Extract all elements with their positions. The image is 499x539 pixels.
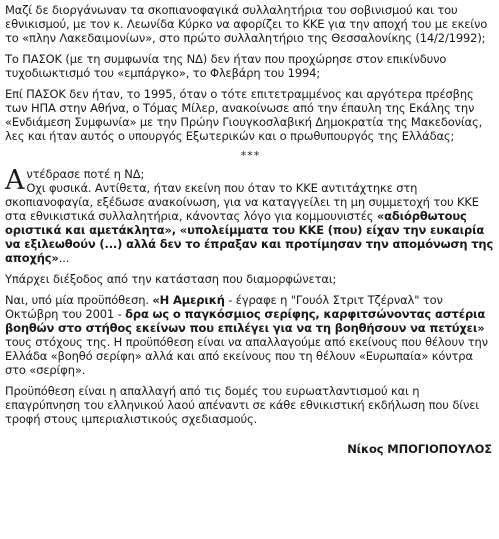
paragraph-6-quote-start: «Η Αμερική (152, 293, 225, 307)
paragraph-4-text: Οχι φυσικά. Αντίθετα, ήταν εκείνη που όταν το ΚΚΕ αντιτάχτηκε στη σκοπιανοφαγία, εξέδωσε ανακοίνωση, για να καταγγείλει τη μη συμμετοχή του ΚΚΕ στα εθνικιστικά συλλαλητήρια, κάνοντας λόγο για κομμουνιστές (5, 181, 479, 223)
paragraph-3: Επί ΠΑΣΟΚ δεν ήταν, το 1995, όταν ο τότε επιτετραμμένος και αργότερα πρέσβης των ΗΠΑ στην Αθήνα, ο Τόμας Μίλερ, ανακοίνωσε από την έπαυλη της Εκάλης την «Ενδιάμεση Συμφωνία» με την Πρώην Γιουγκοσλαβική Δημοκρατία της Μακεδονίας, λες και ήταν αυτός ο υπουργός Εξωτερικών και ο πρωθυπουργός της Ελλάδας; (5, 87, 483, 143)
paragraph-6-source: - έγραφε η "Γουόλ Στριτ Τζέρναλ" τον Οκτώβρη του 2001 - (5, 293, 443, 321)
section-divider: *** (240, 149, 261, 162)
paragraph-7: Προϋπόθεση είναι η απαλλαγή από τις δομές του ευρωατλαντισμού και η επαγρύπνηση του ελληνικού λαού απέναντι σε κάθε εθνικιστική εκδήλωση που δίνει τροφή στους ιμπεριαλιστικούς σχεδιασμούς. (5, 384, 480, 426)
paragraph-4-first-line: ντέδρασε ποτέ η ΝΔ; (26, 167, 145, 181)
paragraph-1: Μαζί δε διοργάνωναν τα σκοπιανοφαγικά συλλαλητήρια του σοβινισμού και του εθνικισμού, με τον κ. Λεωνίδα Κύρκο να αφορίζει το ΚΚΕ για την αποχή του με εκείνο το «πλην Λακεδαιμονίων», στο πρώτο συλλαλητήριο της Θεσσαλονίκης (14/2/1992); (5, 3, 488, 45)
paragraph-4-end: ... (58, 251, 70, 265)
paragraph-6-intro: Ναι, υπό μία προϋπόθεση. (5, 293, 153, 307)
drop-cap: Α (5, 165, 25, 196)
paragraph-2: Το ΠΑΣΟΚ (με τη συμφωνία της ΝΔ) δεν ήταν που προχώρησε στον επικίνδυνο τυχοδιωκτισμό του «εμπάργκο», το Φλεβάρη του 1994; (5, 52, 447, 80)
author-signature: Νίκος ΜΠΟΓΙΟΠΟΥΛΟΣ (347, 442, 492, 456)
paragraph-4-quote: «αδιόρθωτους οριστικά και αμετάκλητα», «υπολείμματα του ΚΚΕ (που) είχαν την ευκαιρία να εξιλεωθούν (...) αλλά δεν το έπραξαν και προτίμησαν την απομόνωση της αποχής» (5, 209, 494, 265)
paragraph-6 (5, 293, 496, 377)
paragraph-6-rest: τους στόχους της. Η προϋπόθεση είναι να απαλλαγούμε από εκείνους που θέλουν την Ελλάδα «βοηθό σερίφη» αλλά και από εκείνους που τη θέλουν «Ευρωπαία» κόντρα στο «σερίφη». (5, 335, 488, 377)
paragraph-6-quote: δρα ως ο παγκόσμιος σερίφης, καρφιτσώνοντας αστέρια βοηθών στο στήθος εκείνων που επιλέγει για να τη βοηθήσουν να πετύχει» (5, 307, 486, 335)
paragraph-5: Υπάρχει διέξοδος από την κατάσταση που διαμορφώνεται; (5, 272, 337, 286)
paragraph-4 (5, 167, 496, 265)
article-body (5, 3, 496, 463)
